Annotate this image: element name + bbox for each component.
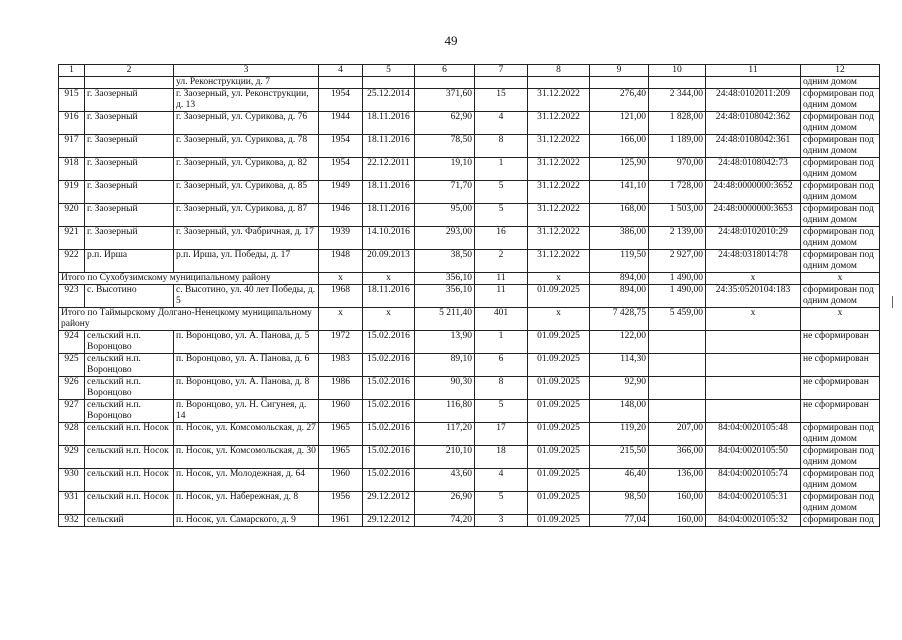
total-area-cell: 121,00 — [590, 112, 649, 135]
residents-cell: 17 — [475, 423, 528, 446]
resettlement-date-cell: 01.09.2025 — [528, 331, 590, 354]
address-cell: р.п. Ирша, ул. Победы, д. 17 — [174, 250, 319, 273]
survey-date-cell: 29.12.2012 — [363, 515, 415, 527]
settlement-cell: г. Заозерный — [85, 135, 174, 158]
land-status-cell: сформирован под одним домом — [801, 423, 880, 446]
column-number-1: 1 — [59, 65, 85, 77]
table-row — [59, 250, 880, 273]
survey-date-cell: 25.12.2014 — [363, 89, 415, 112]
land-status-cell: одним домом — [801, 77, 880, 89]
column-number-7: 7 — [475, 65, 528, 77]
residents-cell: 2 — [475, 250, 528, 273]
cadastral-number-cell: 24:48:0000000:3652 — [706, 181, 801, 204]
residents-cell: 4 — [475, 112, 528, 135]
row-number-cell: 929 — [59, 446, 85, 469]
land-area-cell: 1 503,00 — [649, 204, 706, 227]
resettlement-date-total-cell: x — [528, 273, 590, 285]
address-cell: п. Носок, ул. Комсомольская, д. 27 — [174, 423, 319, 446]
land-area-cell: 1 189,00 — [649, 135, 706, 158]
total-area-cell — [590, 77, 649, 89]
year-built-cell: 1946 — [319, 204, 363, 227]
row-number-cell: 932 — [59, 515, 85, 527]
total-area-cell: 119,20 — [590, 423, 649, 446]
total-area-cell: 148,00 — [590, 400, 649, 423]
row-number-cell: 916 — [59, 112, 85, 135]
survey-date-cell: 15.02.2016 — [363, 354, 415, 377]
total-area-cell: 276,40 — [590, 89, 649, 112]
land-status-cell: сформирован под одним домом — [801, 135, 880, 158]
total-area-cell: 166,00 — [590, 135, 649, 158]
cadastral-number-total-cell: x — [706, 273, 801, 285]
area-cell: 95,00 — [415, 204, 475, 227]
row-number-cell: 921 — [59, 227, 85, 250]
residents-cell: 5 — [475, 400, 528, 423]
row-number-cell: 931 — [59, 492, 85, 515]
total-area-cell: 114,30 — [590, 354, 649, 377]
survey-date-cell: 22.12.2011 — [363, 158, 415, 181]
row-number-cell: 928 — [59, 423, 85, 446]
row-number-cell: 924 — [59, 331, 85, 354]
table-row — [59, 331, 880, 354]
settlement-cell: сельский н.п. Воронцово — [85, 400, 174, 423]
cadastral-number-cell: 84:04:0020105:32 — [706, 515, 801, 527]
residents-cell: 5 — [475, 492, 528, 515]
address-cell: п. Воронцово, ул. А. Панова, д. 8 — [174, 377, 319, 400]
land-status-total-cell: x — [801, 273, 880, 285]
address-cell: п. Носок, ул. Самарского, д. 9 — [174, 515, 319, 527]
total-area-cell: 141,10 — [590, 181, 649, 204]
table-row — [59, 377, 880, 400]
resettlement-date-cell: 01.09.2025 — [528, 377, 590, 400]
survey-date-cell: 15.02.2016 — [363, 469, 415, 492]
subtotal-row — [59, 308, 880, 331]
cadastral-number-cell: 24:48:0102010:29 — [706, 227, 801, 250]
resettlement-date-cell: 01.09.2025 — [528, 446, 590, 469]
total-area-cell: 46,40 — [590, 469, 649, 492]
total-area-cell: 125,90 — [590, 158, 649, 181]
table-row — [59, 112, 880, 135]
survey-date-cell: 15.02.2016 — [363, 331, 415, 354]
total-area-cell: 92,90 — [590, 377, 649, 400]
settlement-cell: с. Высотино — [85, 285, 174, 308]
settlement-cell: г. Заозерный — [85, 158, 174, 181]
cadastral-number-cell — [706, 77, 801, 89]
residents-cell: 18 — [475, 446, 528, 469]
settlement-cell: г. Заозерный — [85, 227, 174, 250]
table-row — [59, 285, 880, 308]
table-body — [59, 77, 880, 527]
total-area-total-cell: 894,00 — [590, 273, 649, 285]
row-number-cell: 915 — [59, 89, 85, 112]
resettlement-date-cell: 01.09.2025 — [528, 423, 590, 446]
table-row-partial — [59, 77, 880, 89]
settlement-cell — [85, 77, 174, 89]
year-built-cell: 1961 — [319, 515, 363, 527]
year-built-cell: 1972 — [319, 331, 363, 354]
total-area-cell: 122,00 — [590, 331, 649, 354]
land-status-cell: сформирован под — [801, 515, 880, 527]
land-status-cell: сформирован под одним домом — [801, 446, 880, 469]
settlement-cell: сельский н.п. Воронцово — [85, 331, 174, 354]
land-area-cell: 2 139,00 — [649, 227, 706, 250]
year-built-cell: 1986 — [319, 377, 363, 400]
row-number-cell: 923 — [59, 285, 85, 308]
land-status-cell: сформирован под одним домом — [801, 204, 880, 227]
year-built-cell: 1949 — [319, 181, 363, 204]
resettlement-date-cell: 31.12.2022 — [528, 227, 590, 250]
total-area-total-cell: 7 428,75 — [590, 308, 649, 331]
land-area-cell — [649, 354, 706, 377]
resettlement-date-cell: 31.12.2022 — [528, 158, 590, 181]
area-cell: 26,90 — [415, 492, 475, 515]
survey-date-cell: 15.02.2016 — [363, 400, 415, 423]
address-cell: г. Заозерный, ул. Сурикова, д. 82 — [174, 158, 319, 181]
column-number-5: 5 — [363, 65, 415, 77]
survey-date-cell: 29.12.2012 — [363, 492, 415, 515]
survey-date-cell: 18.11.2016 — [363, 204, 415, 227]
land-status-cell: не сформирован — [801, 331, 880, 354]
land-area-cell: 2 344,00 — [649, 89, 706, 112]
subtotal-row — [59, 273, 880, 285]
row-number-cell: 918 — [59, 158, 85, 181]
land-status-cell: сформирован под одним домом — [801, 250, 880, 273]
area-cell: 71,70 — [415, 181, 475, 204]
residents-cell: 1 — [475, 331, 528, 354]
survey-date-cell: 18.11.2016 — [363, 112, 415, 135]
table-row — [59, 135, 880, 158]
survey-date-cell: 18.11.2016 — [363, 285, 415, 308]
row-number-cell: 927 — [59, 400, 85, 423]
settlement-cell: г. Заозерный — [85, 89, 174, 112]
table-row — [59, 204, 880, 227]
land-area-cell: 970,00 — [649, 158, 706, 181]
year-built-cell: 1965 — [319, 446, 363, 469]
total-area-cell: 119,50 — [590, 250, 649, 273]
land-status-cell: сформирован под одним домом — [801, 227, 880, 250]
land-status-cell: сформирован под одним домом — [801, 181, 880, 204]
land-area-cell: 207,00 — [649, 423, 706, 446]
table-row — [59, 227, 880, 250]
land-area-cell: 1 728,00 — [649, 181, 706, 204]
row-number-cell: 926 — [59, 377, 85, 400]
residents-cell: 5 — [475, 181, 528, 204]
address-cell: г. Заозерный, ул. Сурикова, д. 76 — [174, 112, 319, 135]
resettlement-date-cell: 01.09.2025 — [528, 400, 590, 423]
cadastral-number-cell — [706, 377, 801, 400]
settlement-cell: сельский н.п. Воронцово — [85, 354, 174, 377]
settlement-cell: сельский н.п. Носок — [85, 423, 174, 446]
land-area-cell: 136,00 — [649, 469, 706, 492]
address-cell: п. Воронцово, ул. А. Панова, д. 5 — [174, 331, 319, 354]
resettlement-date-cell: 31.12.2022 — [528, 89, 590, 112]
row-number-cell: 922 — [59, 250, 85, 273]
residents-total-cell: 401 — [475, 308, 528, 331]
cadastral-number-cell: 24:48:0108042:361 — [706, 135, 801, 158]
total-area-cell: 386,00 — [590, 227, 649, 250]
column-number-10: 10 — [649, 65, 706, 77]
settlement-cell: г. Заозерный — [85, 204, 174, 227]
address-cell: п. Воронцово, ул. А. Панова, д. 6 — [174, 354, 319, 377]
land-status-cell: не сформирован — [801, 400, 880, 423]
table-row — [59, 423, 880, 446]
year-built-cell: 1956 — [319, 492, 363, 515]
land-status-cell: сформирован под одним домом — [801, 158, 880, 181]
address-cell: с. Высотино, ул. 40 лет Победы, д. 5 — [174, 285, 319, 308]
year-built-cell: 1939 — [319, 227, 363, 250]
survey-date-cell: 18.11.2016 — [363, 181, 415, 204]
table-row — [59, 354, 880, 377]
year-built-total-cell: x — [319, 273, 363, 285]
survey-date-cell: 18.11.2016 — [363, 135, 415, 158]
cadastral-number-cell: 24:48:0000000:3653 — [706, 204, 801, 227]
total-area-cell: 215,50 — [590, 446, 649, 469]
year-built-cell: 1944 — [319, 112, 363, 135]
resettlement-date-cell: 01.09.2025 — [528, 492, 590, 515]
area-cell: 371,60 — [415, 89, 475, 112]
cadastral-number-total-cell: x — [706, 308, 801, 331]
year-built-total-cell: x — [319, 308, 363, 331]
land-area-cell — [649, 77, 706, 89]
area-cell: 293,00 — [415, 227, 475, 250]
survey-date-cell: 14.10.2016 — [363, 227, 415, 250]
table-row — [59, 446, 880, 469]
land-status-cell: сформирован под одним домом — [801, 112, 880, 135]
land-area-total-cell: 5 459,00 — [649, 308, 706, 331]
cadastral-number-cell — [706, 331, 801, 354]
year-built-cell: 1948 — [319, 250, 363, 273]
land-area-cell: 366,00 — [649, 446, 706, 469]
year-built-cell: 1954 — [319, 89, 363, 112]
residents-cell: 5 — [475, 204, 528, 227]
total-area-cell: 894,00 — [590, 285, 649, 308]
row-number-cell — [59, 77, 85, 89]
resettlement-date-total-cell: x — [528, 308, 590, 331]
area-total-cell: 5 211,40 — [415, 308, 475, 331]
cadastral-number-cell — [706, 400, 801, 423]
land-status-cell: сформирован под одним домом — [801, 285, 880, 308]
total-area-cell: 168,00 — [590, 204, 649, 227]
year-built-cell: 1968 — [319, 285, 363, 308]
year-built-cell: 1954 — [319, 135, 363, 158]
address-cell: г. Заозерный, ул. Фабричная, д. 17 — [174, 227, 319, 250]
address-cell: г. Заозерный, ул. Сурикова, д. 78 — [174, 135, 319, 158]
land-area-cell: 2 927,00 — [649, 250, 706, 273]
cadastral-number-cell: 24:48:0108042:362 — [706, 112, 801, 135]
cadastral-number-cell: 24:48:0102011:209 — [706, 89, 801, 112]
scan-edge-mark — [892, 296, 893, 308]
cadastral-number-cell: 24:35:0520104:183 — [706, 285, 801, 308]
table-row — [59, 492, 880, 515]
address-cell: г. Заозерный, ул. Сурикова, д. 85 — [174, 181, 319, 204]
table-row-partial — [59, 515, 880, 527]
resettlement-date-cell: 31.12.2022 — [528, 112, 590, 135]
address-cell: п. Носок, ул. Комсомольская, д. 30 — [174, 446, 319, 469]
column-number-12: 12 — [801, 65, 880, 77]
row-number-cell: 930 — [59, 469, 85, 492]
address-cell: г. Заозерный, ул. Сурикова, д. 87 — [174, 204, 319, 227]
survey-date-cell: 15.02.2016 — [363, 423, 415, 446]
table-row — [59, 89, 880, 112]
residents-cell: 6 — [475, 354, 528, 377]
resettlement-date-cell: 31.12.2022 — [528, 204, 590, 227]
total-area-cell: 77,04 — [590, 515, 649, 527]
total-area-cell: 98,50 — [590, 492, 649, 515]
survey-date-total-cell: x — [363, 308, 415, 331]
cadastral-number-cell — [706, 354, 801, 377]
residents-cell: 4 — [475, 469, 528, 492]
cadastral-number-cell: 84:04:0020105:74 — [706, 469, 801, 492]
address-cell: ул. Реконструкции, д. 7 — [174, 77, 319, 89]
settlement-cell: г. Заозерный — [85, 112, 174, 135]
year-built-cell: 1960 — [319, 400, 363, 423]
area-cell: 89,10 — [415, 354, 475, 377]
settlement-cell: г. Заозерный — [85, 181, 174, 204]
settlement-cell: сельский н.п. Носок — [85, 446, 174, 469]
land-status-cell: не сформирован — [801, 354, 880, 377]
resettlement-date-cell: 31.12.2022 — [528, 250, 590, 273]
row-number-cell: 920 — [59, 204, 85, 227]
area-cell: 356,10 — [415, 285, 475, 308]
resettlement-date-cell: 01.09.2025 — [528, 515, 590, 527]
residents-total-cell: 11 — [475, 273, 528, 285]
settlement-cell: р.п. Ирша — [85, 250, 174, 273]
cadastral-number-cell: 84:04:0020105:48 — [706, 423, 801, 446]
table-row — [59, 158, 880, 181]
land-status-total-cell: x — [801, 308, 880, 331]
area-cell: 90,30 — [415, 377, 475, 400]
cadastral-number-cell: 84:04:0020105:50 — [706, 446, 801, 469]
settlement-cell: сельский — [85, 515, 174, 527]
land-area-cell: 160,00 — [649, 515, 706, 527]
column-number-row — [59, 65, 880, 77]
row-number-cell: 917 — [59, 135, 85, 158]
row-number-cell: 919 — [59, 181, 85, 204]
column-number-6: 6 — [415, 65, 475, 77]
area-cell: 62,90 — [415, 112, 475, 135]
settlement-cell: сельский н.п. Носок — [85, 469, 174, 492]
area-cell: 210,10 — [415, 446, 475, 469]
area-cell: 13,90 — [415, 331, 475, 354]
year-built-cell: 1965 — [319, 423, 363, 446]
land-area-cell — [649, 377, 706, 400]
settlement-cell: сельский н.п. Воронцово — [85, 377, 174, 400]
resettlement-date-cell: 01.09.2025 — [528, 354, 590, 377]
land-area-cell: 1 490,00 — [649, 285, 706, 308]
resettlement-date-cell: 01.09.2025 — [528, 469, 590, 492]
subtotal-label: Итого по Таймырскому Долгано-Ненецкому муниципальному району — [59, 308, 319, 331]
area-cell: 74,20 — [415, 515, 475, 527]
cadastral-number-cell: 84:04:0020105:31 — [706, 492, 801, 515]
row-number-cell: 925 — [59, 354, 85, 377]
column-number-2: 2 — [85, 65, 174, 77]
resettlement-date-cell: 31.12.2022 — [528, 135, 590, 158]
residents-cell: 8 — [475, 377, 528, 400]
land-area-cell: 1 828,00 — [649, 112, 706, 135]
housing-register-table — [58, 64, 880, 527]
address-cell: п. Носок, ул. Набережная, д. 8 — [174, 492, 319, 515]
column-number-11: 11 — [706, 65, 801, 77]
land-area-cell: 160,00 — [649, 492, 706, 515]
area-cell — [415, 77, 475, 89]
area-cell: 117,20 — [415, 423, 475, 446]
table-row — [59, 400, 880, 423]
survey-date-cell: 15.02.2016 — [363, 446, 415, 469]
resettlement-date-cell: 01.09.2025 — [528, 285, 590, 308]
table-row — [59, 181, 880, 204]
land-status-cell: сформирован под одним домом — [801, 492, 880, 515]
survey-date-total-cell: x — [363, 273, 415, 285]
residents-cell: 1 — [475, 158, 528, 181]
area-total-cell: 356,10 — [415, 273, 475, 285]
cadastral-number-cell: 24:48:0108042:73 — [706, 158, 801, 181]
survey-date-cell: 20.09.2013 — [363, 250, 415, 273]
residents-cell: 16 — [475, 227, 528, 250]
address-cell: п. Воронцово, ул. Н. Сигунея, д. 14 — [174, 400, 319, 423]
resettlement-date-cell: 31.12.2022 — [528, 181, 590, 204]
table-row — [59, 469, 880, 492]
column-number-4: 4 — [319, 65, 363, 77]
area-cell: 78,50 — [415, 135, 475, 158]
page-number: 49 — [444, 33, 458, 48]
address-cell: г. Заозерный, ул. Реконструкции, д. 13 — [174, 89, 319, 112]
land-area-total-cell: 1 490,00 — [649, 273, 706, 285]
land-area-cell — [649, 400, 706, 423]
area-cell: 43,60 — [415, 469, 475, 492]
residents-cell — [475, 77, 528, 89]
year-built-cell: 1960 — [319, 469, 363, 492]
land-status-cell: не сформирован — [801, 377, 880, 400]
area-cell: 38,50 — [415, 250, 475, 273]
land-area-cell — [649, 331, 706, 354]
residents-cell: 8 — [475, 135, 528, 158]
year-built-cell: 1954 — [319, 158, 363, 181]
settlement-cell: сельский н.п. Носок — [85, 492, 174, 515]
residents-cell: 11 — [475, 285, 528, 308]
year-built-cell — [319, 77, 363, 89]
residents-cell: 3 — [475, 515, 528, 527]
area-cell: 116,80 — [415, 400, 475, 423]
subtotal-label: Итого по Сухобузимскому муниципальному району — [59, 273, 319, 285]
survey-date-cell — [363, 77, 415, 89]
column-number-9: 9 — [590, 65, 649, 77]
cadastral-number-cell: 24:48:0318014:78 — [706, 250, 801, 273]
address-cell: п. Носок, ул. Молодежная, д. 64 — [174, 469, 319, 492]
area-cell: 19,10 — [415, 158, 475, 181]
land-status-cell: сформирован под одним домом — [801, 469, 880, 492]
survey-date-cell: 15.02.2016 — [363, 377, 415, 400]
residents-cell: 15 — [475, 89, 528, 112]
column-number-8: 8 — [528, 65, 590, 77]
column-number-3: 3 — [174, 65, 319, 77]
year-built-cell: 1983 — [319, 354, 363, 377]
resettlement-date-cell — [528, 77, 590, 89]
land-status-cell: сформирован под одним домом — [801, 89, 880, 112]
